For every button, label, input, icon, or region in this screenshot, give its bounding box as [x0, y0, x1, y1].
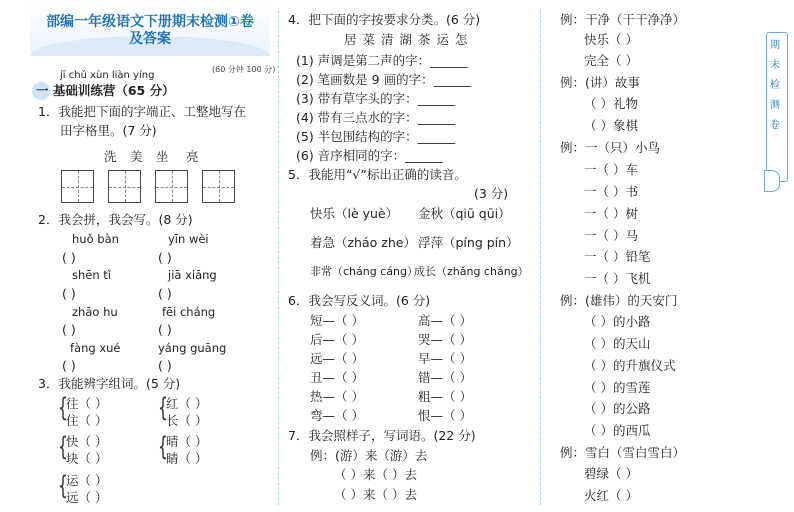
- col3-item[interactable]: 一（ ）车: [584, 162, 638, 177]
- q5-item[interactable]: 浮萍（píng pín）: [418, 235, 519, 250]
- q7-example: 例：(游）来（游）去: [310, 448, 428, 463]
- q1-char: 洗: [104, 149, 117, 164]
- q2-pinyin: yīn wèi: [168, 232, 209, 246]
- col3-item[interactable]: 一（ ）马: [584, 228, 638, 243]
- q3-item[interactable]: 往（ ）: [66, 396, 108, 411]
- q3-item[interactable]: 住（ ）: [66, 413, 108, 428]
- score-info: (60 分钟 100 分): [212, 65, 276, 74]
- q6-item[interactable]: 后—（ ）: [310, 332, 364, 347]
- col3-item[interactable]: （ ）的西瓜: [584, 423, 651, 438]
- col3-item[interactable]: （ ）礼物: [584, 96, 638, 111]
- q3-item[interactable]: 块（ ）: [66, 451, 108, 466]
- q2-pinyin: zhāo hu: [72, 305, 118, 319]
- col3-example-1: 例：干净（干干净净）: [560, 12, 686, 27]
- q1-char: 美: [130, 149, 143, 164]
- tianzige-box[interactable]: [108, 170, 141, 203]
- q1-text-2: 田字格里。(7 分): [60, 123, 157, 138]
- q4-item[interactable]: (4) 带有三点水的字：______: [296, 110, 456, 125]
- page-title: 部编一年级语文下册期末检测①卷: [46, 14, 254, 30]
- q5-text: 5．我能用“√”标出正确的读音。: [288, 167, 467, 182]
- side-tab-char: 期: [770, 40, 780, 51]
- q7-item[interactable]: （ ）来（ ）去: [334, 487, 417, 502]
- q4-item[interactable]: (5) 半包围结构的字：______: [296, 129, 456, 144]
- q2-pinyin: fēi cháng: [162, 305, 216, 319]
- col3-item[interactable]: 一（ ）铅笔: [584, 249, 651, 264]
- q3-item[interactable]: 远（ ）: [66, 490, 108, 505]
- q6-item[interactable]: 短—（ ）: [310, 313, 364, 328]
- q2-pinyin: yáng guāng: [158, 341, 227, 355]
- q4-text: 4．把下面的字按要求分类。(6 分): [288, 12, 481, 27]
- q6-item[interactable]: 早—（ ）: [418, 351, 472, 366]
- tianzige-box[interactable]: [155, 170, 188, 203]
- col3-item[interactable]: （ ）象棋: [584, 118, 638, 133]
- q5-item[interactable]: 非常（cháng cáng）: [310, 265, 418, 278]
- q4-item[interactable]: (6) 音序相同的字：______: [296, 148, 443, 163]
- col3-item[interactable]: （ ）的升旗仪式: [584, 358, 676, 373]
- q2-blank[interactable]: ( ): [158, 250, 172, 265]
- side-tab-char: 末: [770, 60, 780, 71]
- tianzige-box[interactable]: [61, 170, 94, 203]
- q2-blank[interactable]: ( ): [62, 322, 76, 337]
- q3-item[interactable]: 运（ ）: [66, 473, 108, 488]
- q6-item[interactable]: 恨—（ ）: [418, 408, 472, 423]
- column-divider-1: [278, 10, 279, 505]
- col3-item[interactable]: （ ）的雪莲: [584, 380, 651, 395]
- brace: {: [158, 432, 168, 462]
- col3-item[interactable]: （ ）的天山: [584, 336, 651, 351]
- q2-blank[interactable]: ( ): [62, 286, 76, 301]
- section-pinyin: jī chǔ xùn liàn yíng: [60, 70, 155, 81]
- q2-pinyin: fàng xué: [70, 341, 121, 355]
- q6-item[interactable]: 丑—（ ）: [310, 370, 364, 385]
- q1-char: 坐: [156, 149, 169, 164]
- side-tab-char: 测: [770, 100, 780, 111]
- col3-example-4: 例：(雄伟）的天安门: [560, 293, 678, 308]
- q2-text: 2．我会拼，我会写。(8 分): [38, 212, 193, 227]
- q5-item[interactable]: 成长（zhǎng cháng）: [414, 265, 529, 278]
- side-tab-notch-icon: [764, 170, 780, 192]
- brace: {: [58, 471, 68, 501]
- q3-item[interactable]: 红（ ）: [166, 396, 208, 411]
- q6-item[interactable]: 弯—（ ）: [310, 408, 364, 423]
- q6-text: 6．我会写反义词。(6 分): [288, 293, 431, 308]
- q2-blank[interactable]: ( ): [158, 322, 172, 337]
- q4-item[interactable]: (1) 声调是第二声的字：______: [296, 53, 468, 68]
- side-tab-char: 卷: [770, 120, 780, 131]
- q7-text: 7．我会照样子，写词语。(22 分): [288, 428, 476, 443]
- q2-blank[interactable]: ( ): [62, 250, 76, 265]
- q5-score: (3 分): [474, 186, 509, 201]
- q2-pinyin: huǒ bàn: [72, 232, 119, 246]
- brace: {: [58, 432, 68, 462]
- q2-pinyin: jiā xiāng: [168, 268, 217, 282]
- q6-item[interactable]: 粗—（ ）: [418, 389, 472, 404]
- q3-text: 3．我能辨字组词。(5 分): [38, 376, 181, 391]
- q2-blank[interactable]: ( ): [158, 358, 172, 373]
- q3-item[interactable]: 快（ ）: [66, 434, 108, 449]
- side-tab-char: 检: [770, 80, 780, 91]
- q5-item[interactable]: 着急（zháo zhe）: [310, 235, 416, 250]
- col3-item[interactable]: 快乐（ ）: [584, 32, 638, 47]
- q5-item[interactable]: 快乐（lè yuè）: [310, 206, 399, 221]
- col3-example-3: 例：一（只）小鸟: [560, 140, 661, 155]
- q5-item[interactable]: 金秋（qiū qūi）: [418, 206, 511, 221]
- col3-item[interactable]: 一（ ）树: [584, 206, 638, 221]
- col3-item[interactable]: （ ）的公路: [584, 401, 651, 416]
- q6-item[interactable]: 高—（ ）: [418, 313, 472, 328]
- col3-item[interactable]: （ ）的小路: [584, 314, 651, 329]
- section-label: 一 基础训练营（65 分）: [36, 83, 175, 98]
- q4-item[interactable]: (2) 笔画数是 9 画的字：______: [296, 72, 472, 87]
- q1-text: 1．我能把下面的字端正、工整地写在: [38, 104, 246, 119]
- q2-blank[interactable]: ( ): [62, 358, 76, 373]
- q3-item[interactable]: 睛（ ）: [166, 451, 208, 466]
- q1-char: 亮: [186, 149, 199, 164]
- q4-chars: 居 菜 清 湖 茶 运 怎: [344, 32, 469, 47]
- col3-item[interactable]: 一（ ）飞机: [584, 271, 651, 286]
- q6-item[interactable]: 热—（ ）: [310, 389, 364, 404]
- brace: {: [158, 393, 168, 423]
- col3-item[interactable]: 一（ ）书: [584, 184, 638, 199]
- q6-item[interactable]: 远—（ ）: [310, 351, 364, 366]
- q2-pinyin: shēn tǐ: [72, 268, 112, 282]
- tianzige-box[interactable]: [202, 170, 235, 203]
- q4-item[interactable]: (3) 带有草字头的字：______: [296, 91, 456, 106]
- q6-item[interactable]: 错—（ ）: [418, 370, 472, 385]
- col3-item[interactable]: 完全（ ）: [584, 53, 638, 68]
- q2-blank[interactable]: ( ): [158, 286, 172, 301]
- page-title-line2: 及答案: [129, 31, 171, 47]
- col3-item[interactable]: 火红（ ）: [584, 488, 638, 503]
- col3-example-2: 例：(讲）故事: [560, 75, 640, 90]
- brace: {: [58, 393, 68, 423]
- q6-item[interactable]: 哭—（ ）: [418, 332, 472, 347]
- q7-item[interactable]: （ ）来（ ）去: [334, 467, 417, 482]
- column-divider-2: [540, 10, 541, 505]
- col3-example-5: 例：雪白（雪白雪白）: [560, 445, 686, 460]
- col3-item[interactable]: 碧绿（ ）: [584, 466, 638, 481]
- q3-item[interactable]: 长（ ）: [166, 413, 208, 428]
- q3-item[interactable]: 晴（ ）: [166, 434, 208, 449]
